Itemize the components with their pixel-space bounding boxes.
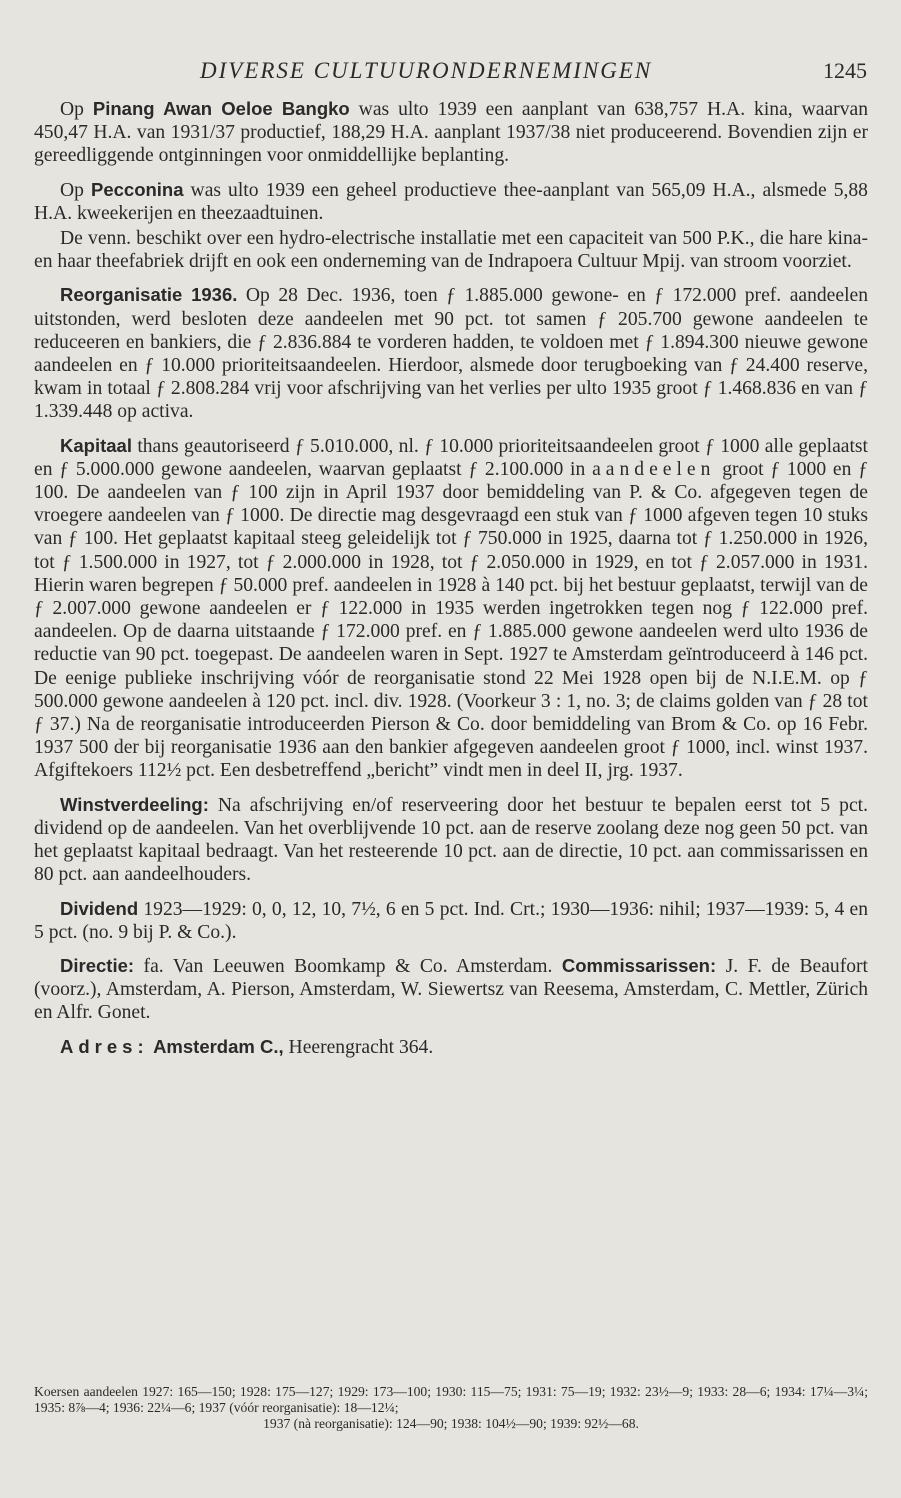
address-city: Amsterdam C., [148,1035,284,1057]
text-run: was ulto 1939 een aanplant van 638,757 H.A. kina, waarvan 450,47 H.A. van 1931/37 productief, 188,29 H.A. aanplant 1937/38 niet produceerend. Bovendien zijn er gereedliggende ontginningen voor onmiddellijke beplanting. [34,99,869,167]
text-run: groot ƒ 1000 en ƒ 100. De aandeelen van ƒ 100 zijn in April 1937 door bemiddeling van P. & Co. afgegeven tegen de vroegere aandeelen van ƒ 1000. De directie mag desgevraagd een stuk van ƒ 1000 afgeven tegen 10 stuks van ƒ 100. Het geplaatst kapitaal steeg geleidelijk tot ƒ 750.000 in 1925, daarna tot ƒ 1.250.000 in 1926, tot ƒ 1.500.000 in 1927, tot ƒ 2.000.000 in 1928, tot ƒ 2.050.000 in 1929, en tot ƒ 2.057.000 in 1931. Hierin waren begrepen ƒ 50.000 pref. aandeelen in 1928 à 140 pct. bij het bestuur geplaatst, terwijl van de ƒ 2.007.000 gewone aandeelen er ƒ 122.000 in 1935 werden ingetrokken tegen nog ƒ 122.000 pref. aandeelen. Op de daarna uitstaande ƒ 172.000 pref. en ƒ 1.885.000 gewone aandeelen werd ulto 1936 de reductie van 90 pct. toegepast. De aandeelen waren in Sept. 1927 te Amsterdam geïntroduceerd à 146 pct. De eenige publieke inschrijving vóór de reorganisatie stond 22 Mei 1928 open bij de N.I.E.M. op ƒ 500.000 gewone aandeelen à 120 pct. incl. div. 1928. (Voorkeur 3 : 1, no. 3; de claims golden van ƒ 28 tot ƒ 37.) Na de reorganisatie introduceerden Pierson & Co. door bemiddeling van Brom & Co. op 16 Febr. 1937 500 der bij reorganisatie 1936 aan den bankier afgegeven aandeelen groot ƒ 1000, incl. winst 1937. Afgiftekoers 112½ pct. Een desbetreffend „bericht” vindt men in deel II, jrg. 1937. [34,458,868,782]
company-name-pecconina: Pecconina [90,178,184,200]
running-title: DIVERSE CULTUURONDERNEMINGEN [200,58,653,83]
paragraph-kapitaal [34,434,868,783]
text-run: 1923—1929: 0, 0, 12, 10, 7½, 6 en 5 pct. Ind. Crt.; 1930—1936: nihil; 1937—1939: 5, 4 en 5 pct. (no. 9 bij P. & Co.). [34,898,868,943]
text-run: Heerengracht 364. [283,1036,434,1058]
paragraph-winstverdeeling [34,793,868,887]
footnote-koersen [34,1384,868,1432]
heading-winstverdeeling: Winstverdeeling: [60,793,209,815]
footnote-text: Koersen aandeelen 1927: 165—150; 1928: 175—127; 1929: 173—100; 1930: 115—75; 1931: 75—19; 1932: 23½—9; 1933: 28—6; 1934: 17¼—3¼; 1935: 8⅞—4; 1936: 22¼—6; 1937 (vóór reorganisatie): 18—12¼; [34,1384,868,1415]
heading-commissarissen: Commissarissen: [561,954,717,976]
paragraph-dividend [34,897,868,944]
paragraph-adres [34,1035,868,1059]
text-run: Op [60,179,91,201]
text-run: fa. Van Leeuwen Boomkamp & Co. Amsterdam. [134,955,562,977]
text-run: was ulto 1939 een geheel productieve thee-aanplant van 565,09 H.A., alsmede 5,88 H.A. kweekerijen en theezaadtuinen. [34,179,868,224]
footnote-last-line: 1937 (nà reorganisatie): 124—90; 1938: 104½—90; 1939: 92½—68. [263,1416,639,1431]
paragraph-directie [34,954,868,1025]
text-run: Op 28 Dec. 1936, toen ƒ 1.885.000 gewone- en ƒ 172.000 pref. aandeelen uitstonden, werd besloten deze aandeelen met 90 pct. tot samen ƒ 205.700 gewone aandeelen te reduceeren en bankiers, die ƒ 2.836.884 te vorderen hadden, te voldoen met ƒ 1.894.300 nieuwe gewone aandeelen en ƒ 10.000 prioriteitsaandeelen. Hierdoor, alsmede door terugboeking van ƒ 24.400 reserve, kwam in totaal ƒ 2.808.284 vrij voor afschrijving van het verlies per ulto 1935 groot ƒ 1.468.836 en van ƒ 1.339.448 op activa. [34,285,869,423]
paragraph-pinang-awan [34,97,868,168]
paragraph-installatie [34,227,868,273]
body-text [34,97,868,1069]
text-run: J. F. de Beaufort (voorz.), Amsterdam, A. Pierson, Amsterdam, W. Siewertsz van Reesema, Amsterdam, C. Mettler, Zürich en Alfr. Gonet. [34,955,868,1024]
heading-kapitaal: Kapitaal [60,434,132,456]
text-run: thans geautoriseerd ƒ 5.010.000, nl. ƒ 10.000 prioriteitsaandeelen groot ƒ 1000 alle geplaatst en ƒ 5.000.000 gewone aandeelen, waarvan geplaatst ƒ 2.100.000 in [34,435,868,480]
spaced-word-aandeelen: aandeelen [592,458,716,480]
heading-dividend: Dividend [60,897,139,919]
page-number: 1245 [823,58,867,83]
heading-adres: Adres: [60,1035,149,1057]
heading-directie: Directie: [60,954,135,976]
paragraph-pecconina [34,178,868,225]
text-run: Op [60,99,93,120]
page-header [60,58,867,92]
heading-reorganisatie: Reorganisatie 1936. [60,284,238,306]
paragraph-reorganisatie [34,283,868,423]
text-run: Na afschrijving en/of reserveering door het bestuur te bepalen eerst tot 5 pct. dividend op de aandeelen. Van het overblijvende 10 pct. aan de reserve zoolang deze nog geen 50 pct. van het geplaatst kapitaal bedraagt. Van het resteerende 10 pct. aan de directie, 10 pct. aan commissarissen en 80 pct. aan aandeelhouders. [34,794,868,886]
company-name-pinang: Pinang Awan Oeloe Bangko [92,98,350,119]
text-run: De venn. beschikt over een hydro-electrische installatie met een capaciteit van 500 P.K., die hare kina- en haar theefabriek drijft en ook een onderneming van de Indrapoera Cultuur Mpij. van stroom voorziet. [34,228,868,273]
